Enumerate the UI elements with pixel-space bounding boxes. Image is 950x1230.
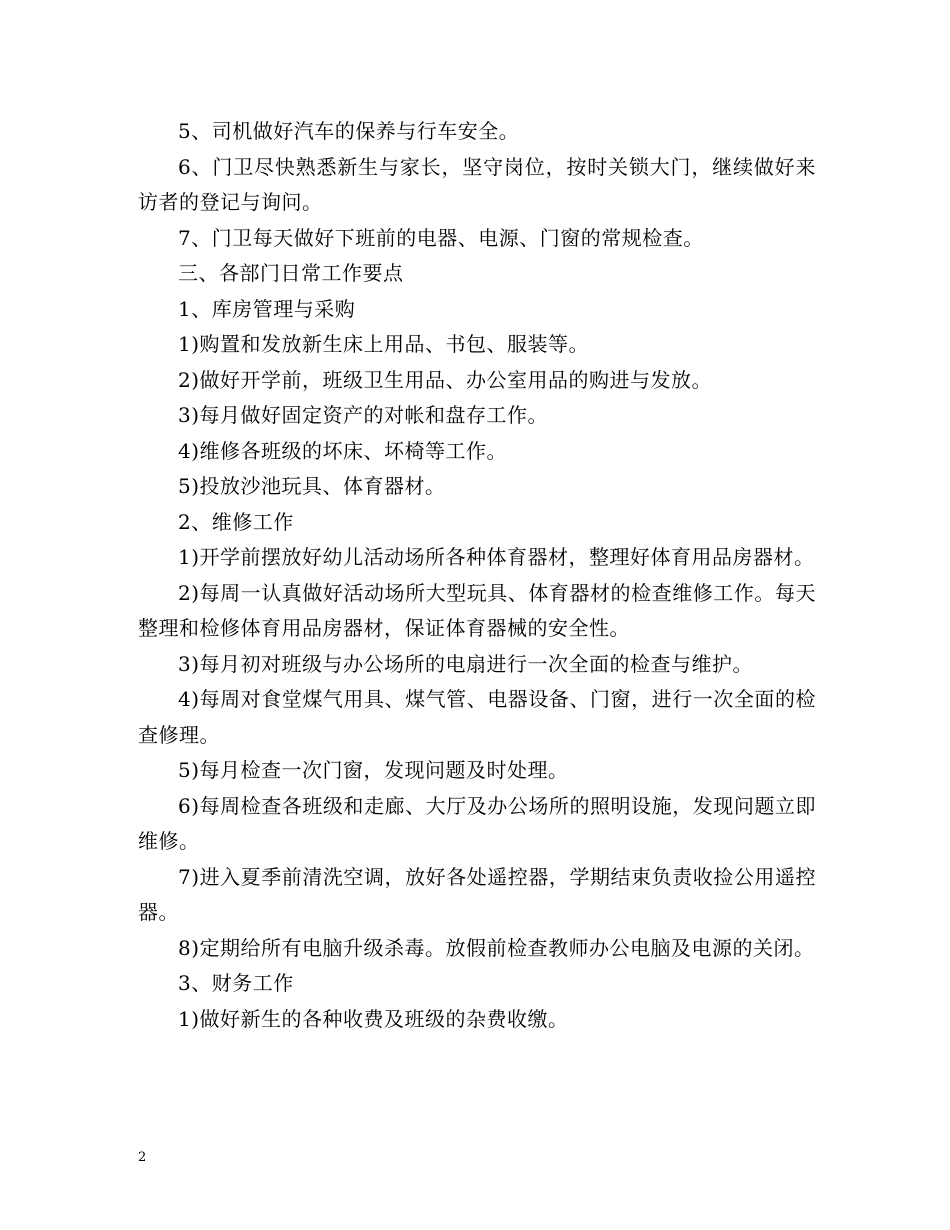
list-item: 6)每周检查各班级和走廊、大厅及办公场所的照明设施，发现问题立即维修。 bbox=[138, 793, 816, 853]
list-item: 7)进入夏季前清洗空调，放好各处遥控器，学期结束负责收捡公用遥控器。 bbox=[138, 864, 816, 924]
list-item: 4)维修各班级的坏床、坏椅等工作。 bbox=[178, 438, 508, 463]
list-item: 1)开学前摆放好幼儿活动场所各种体育器材，整理好体育用品房器材。 bbox=[178, 545, 815, 569]
subsection-heading: 2、维修工作 bbox=[178, 509, 294, 534]
list-item: 1)做好新生的各种收费及班级的杂费收缴。 bbox=[178, 1006, 569, 1031]
paragraph: 6、门卫尽快熟悉新生与家长，坚守岗位，按时关锁大门，继续做好来访者的登记与询问。 bbox=[138, 154, 816, 214]
list-item: 5)每月检查一次门窗，发现问题及时处理。 bbox=[178, 758, 569, 782]
list-item: 2)做好开学前，班级卫生用品、办公室用品的购进与发放。 bbox=[178, 367, 713, 392]
section-heading: 三、各部门日常工作要点 bbox=[178, 261, 404, 285]
paragraph: 7、门卫每天做好下班前的电器、电源、门窗的常规检查。 bbox=[178, 225, 704, 250]
list-item: 5)投放沙池玩具、体育器材。 bbox=[178, 474, 446, 498]
list-item: 4)每周对食堂煤气用具、煤气管、电器设备、门窗，进行一次全面的检查修理。 bbox=[138, 687, 816, 747]
list-item: 8)定期给所有电脑升级杀毒。放假前检查教师办公电脑及电源的关闭。 bbox=[178, 935, 815, 960]
subsection-heading: 3、财务工作 bbox=[178, 971, 294, 995]
paragraph: 5、司机做好汽车的保养与行车安全。 bbox=[178, 119, 520, 143]
list-item: 1)购置和发放新生床上用品、书包、服装等。 bbox=[178, 332, 590, 356]
list-item: 3)每月初对班级与办公场所的电扇进行一次全面的检查与维护。 bbox=[178, 651, 754, 676]
subsection-heading: 1、库房管理与采购 bbox=[178, 296, 356, 321]
list-item: 3)每月做好固定资产的对帐和盘存工作。 bbox=[178, 403, 549, 427]
list-item: 2)每周一认真做好活动场所大型玩具、体育器材的检查维修工作。每天整理和检修体育用品房器材，保证体育器械的安全性。 bbox=[138, 580, 816, 640]
document-body bbox=[138, 114, 816, 1037]
page-number: 2 bbox=[138, 1150, 147, 1165]
